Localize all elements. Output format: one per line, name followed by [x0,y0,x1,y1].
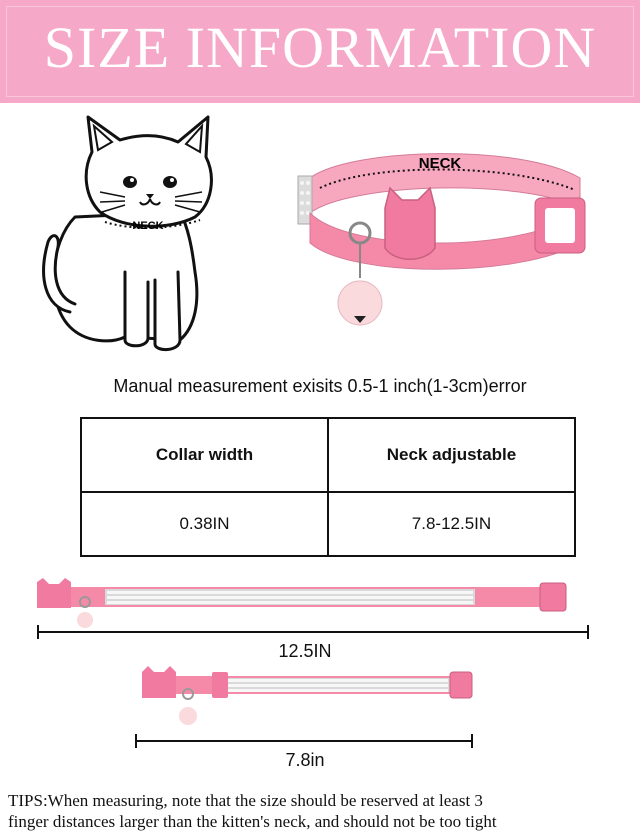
header-neck-adjustable: Neck adjustable [328,418,575,492]
header-collar-width: Collar width [81,418,328,492]
cat-neck-label: NECK [132,220,164,232]
value-neck-adjustable: 7.8-12.5IN [328,492,575,556]
title-banner [0,0,640,103]
measurement-note: Manual measurement exisits 0.5-1 inch(1-3cm)error [113,376,527,396]
short-strap-image [140,666,480,736]
collar-neck-label: NECK [418,155,462,172]
tips-text [8,790,638,832]
tips-line-1: TIPS:When measuring, note that the size should be reserved at least 3 [8,791,483,810]
short-strap-length: 7.8in [285,750,325,770]
cat-illustration [30,112,230,362]
value-collar-width: 0.38IN [81,492,328,556]
size-table [80,417,576,557]
banner-title: SIZE INFORMATION [43,15,597,80]
short-strap-dimension-line [134,731,476,751]
long-strap-dimension-line [36,622,592,642]
tips-line-2: finger distances larger than the kitten's neck, and should not be too tight [8,812,497,831]
collar-product-image [290,138,615,348]
long-strap-length: 12.5IN [278,641,332,661]
